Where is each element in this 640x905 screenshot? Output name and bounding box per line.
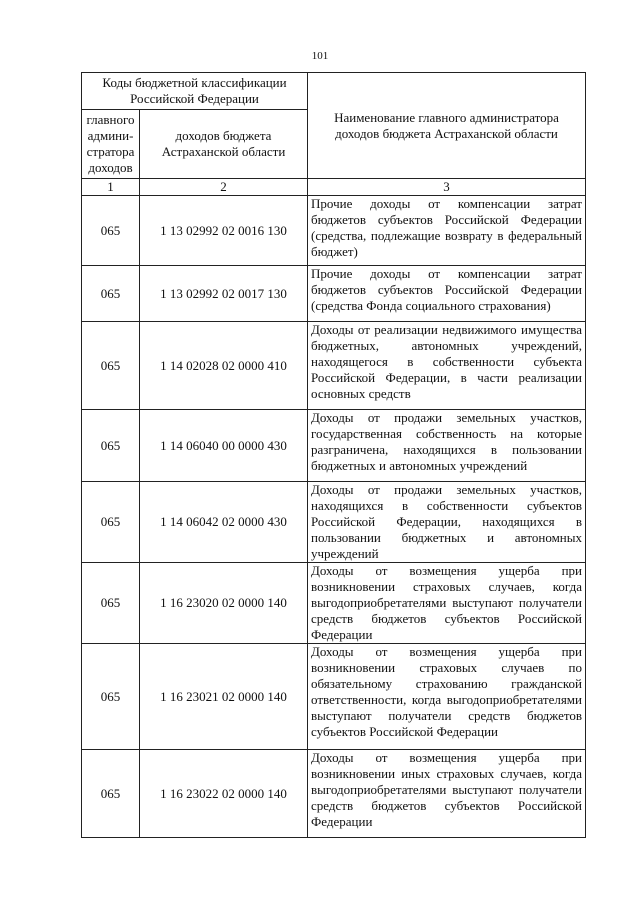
table-row (82, 644, 586, 750)
admin-code: 065 (82, 410, 140, 482)
budget-code: 1 14 06040 00 0000 430 (140, 410, 308, 482)
admin-code: 065 (82, 196, 140, 266)
admin-code: 065 (82, 322, 140, 410)
column-number: 3 (308, 179, 586, 196)
budget-code: 1 16 23021 02 0000 140 (140, 644, 308, 750)
header-col1-title: главного админи-стратора доходов (82, 110, 140, 179)
budget-code: 1 14 02028 02 0000 410 (140, 322, 308, 410)
table-row (82, 482, 586, 563)
table-row (82, 266, 586, 322)
table-row (82, 196, 586, 266)
table-row (82, 750, 586, 838)
revenue-name: Прочие доходы от компенсации затрат бюджетов субъектов Российской Федерации (средства Фонда социального страхования) (308, 266, 586, 322)
column-number: 1 (82, 179, 140, 196)
budget-code: 1 16 23022 02 0000 140 (140, 750, 308, 838)
admin-code: 065 (82, 750, 140, 838)
admin-code: 065 (82, 266, 140, 322)
revenue-name: Доходы от продажи земельных участков, государственная собственность на которые разграничена, находящихся в пользовании бюджетных и автономных учреждений (308, 410, 586, 482)
revenue-name: Прочие доходы от компенсации затрат бюджетов субъектов Российской Федерации (средства, подлежащие возврату в федеральный бюджет) (308, 196, 586, 266)
budget-code: 1 13 02992 02 0017 130 (140, 266, 308, 322)
table-row (82, 322, 586, 410)
budget-code: 1 13 02992 02 0016 130 (140, 196, 308, 266)
header-col3-title: Наименование главного администратора доходов бюджета Астраханской области (308, 73, 586, 179)
admin-code: 065 (82, 644, 140, 750)
revenue-name: Доходы от возмещения ущерба при возникновении иных страховых случаев, когда выгодоприобретателями выступают получатели средств бюджетов субъектов Российской Федерации (308, 750, 586, 838)
revenue-name: Доходы от реализации недвижимого имущества бюджетных, автономных учреждений, находящегося в собственности субъекта Российской Федерации, в части реализации основных средств (308, 322, 586, 410)
budget-code: 1 14 06042 02 0000 430 (140, 482, 308, 563)
revenue-name: Доходы от продажи земельных участков, находящихся в собственности субъектов Российской Федерации, находящихся в пользовании бюджетных и автономных учреждений (308, 482, 586, 563)
revenue-name: Доходы от возмещения ущерба при возникновении страховых случаев, когда выгодоприобретателями выступают получатели средств бюджетов субъектов Российской Федерации (308, 563, 586, 644)
admin-code: 065 (82, 482, 140, 563)
table-row (82, 410, 586, 482)
header-col2-title: доходов бюджета Астраханской области (140, 110, 308, 179)
table-row (82, 563, 586, 644)
admin-code: 065 (82, 563, 140, 644)
page-number: 101 (311, 50, 329, 62)
header-group-title: Коды бюджетной классификации Российской Федерации (82, 73, 308, 110)
column-number: 2 (140, 179, 308, 196)
revenue-name: Доходы от возмещения ущерба при возникновении страховых случаев по обязательному страхованию гражданской ответственности, когда выгодоприобретателями выступают получатели средств бюджетов субъектов Российской Федерации (308, 644, 586, 750)
budget-code: 1 16 23020 02 0000 140 (140, 563, 308, 644)
column-number-row (82, 179, 586, 196)
budget-classification-table (81, 72, 586, 838)
